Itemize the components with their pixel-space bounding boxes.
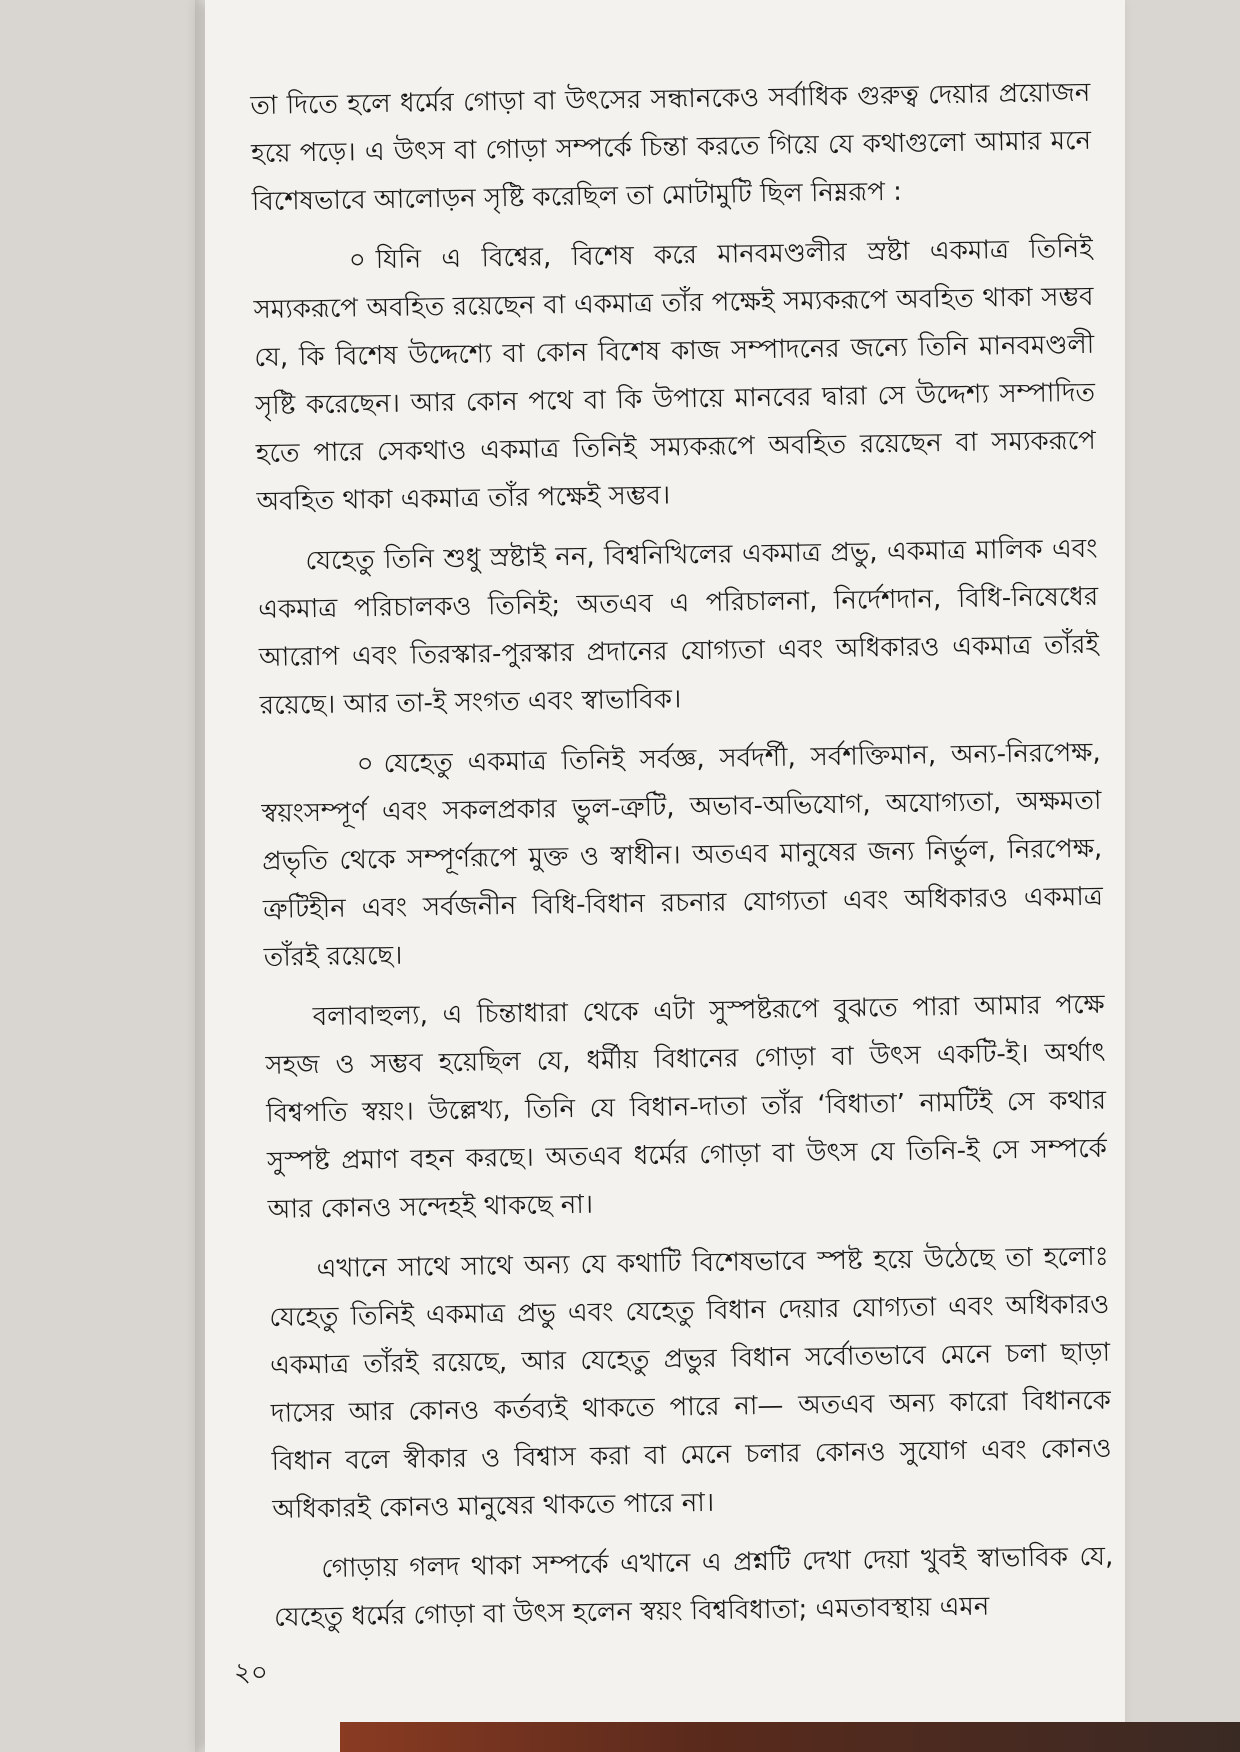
paragraph <box>252 225 1096 526</box>
bullet-circle-icon: ০ <box>356 749 374 780</box>
paragraph-text: গোড়ায় গলদ থাকা সম্পর্কে এখানে এ প্রশ্নটি দেখা দেয়া খুবই স্বাভাবিক যে, যেহেতু ধর্মের গোড়া বা উৎস হলেন স্বয়ং বিশ্ববিধাতা; এমতাবস্থায় এমন <box>273 1541 1114 1633</box>
paragraph-text: বলাবাহুল্য, এ চিন্তাধারা থেকে এটা সুস্পষ্টরূপে বুঝতে পারা আমার পক্ষে সহজ ও সম্ভব হয়েছিল যে, ধর্মীয় বিধানের গোড়া বা উৎস একটি-ই। অর্থাৎ বিশ্বপতি স্বয়ং। উল্লেখ্য, তিনি যে বিধান-দাতা তাঁর ‘বিধাতা’ নামটিই সে কথার সুস্পষ্ট প্রমাণ বহন করছে। অতএব ধর্মের গোড়া বা উৎস যে তিনি-ই সে সম্পর্কে আর কোনও সন্দেহই থাকছে না। <box>265 989 1108 1225</box>
paragraph <box>257 525 1100 730</box>
paragraph-text: যেহেতু একমাত্র তিনিই সর্বজ্ঞ, সর্বদর্শী, সর্বশক্তিমান, অন্য-নিরপেক্ষ, স্বয়ংসম্পূর্ণ এবং সকলপ্রকার ভুল-ত্রুটি, অভাব-অভিযোগ, অযোগ্যতা, অক্ষমতা প্রভৃতি থেকে সম্পূর্ণরূপে মুক্ত ও স্বাধীন। অতএব মানুষের জন্য নির্ভুল, নিরপেক্ষ, ত্রুটিহীন এবং সর্বজনীন বিধি-বিধান রচনার যোগ্যতা এবং অধিকারও একমাত্র তাঁরই রয়েছে। <box>261 737 1104 973</box>
paragraph <box>250 69 1092 226</box>
paragraph-text: যেহেতু তিনি শুধু স্রষ্টাই নন, বিশ্বনিখিলের একমাত্র প্রভু, একমাত্র মালিক এবং একমাত্র পরিচালকও তিনিই; অতএব এ পরিচালনা, নির্দেশদান, বিধি-নিষেধের আরোপ এবং তিরস্কার-পুরস্কার প্রদানের যোগ্যতা এবং অধিকারও একমাত্র তাঁরই রয়েছে। আর তা-ই সংগত এবং স্বাভাবিক। <box>258 533 1100 721</box>
page-number: ২০ <box>234 1658 268 1688</box>
paragraph-text: যিনি এ বিশ্বের, বিশেষ করে মানবমণ্ডলীর স্রষ্টা একমাত্র তিনিই সম্যকরূপে অবহিত রয়েছেন বা একমাত্র তাঁর পক্ষেই সম্যকরূপে অবহিত থাকা সম্ভব যে, কি বিশেষ উদ্দেশ্যে বা কোন বিশেষ কাজ সম্পাদনের জন্যে তিনি মানবমণ্ডলী সৃষ্টি করেছেন। আর কোন পথে বা কি উপায়ে মানবের দ্বারা সে উদ্দেশ্য সম্পাদিত হতে পারে সেকথাও একমাত্র তিনিই সম্যকরূপে অবহিত রয়েছেন বা সম্যকরূপে অবহিত থাকা একমাত্র তাঁর পক্ষেই সম্ভব। <box>253 233 1096 517</box>
paragraph <box>260 729 1104 982</box>
page-text-block <box>250 69 1115 1654</box>
paragraph <box>264 981 1108 1234</box>
paragraph <box>273 1533 1114 1642</box>
paragraph <box>268 1233 1112 1534</box>
bullet-circle-icon: ০ <box>348 245 366 276</box>
paragraph-text: তা দিতে হলে ধর্মের গোড়া বা উৎসের সন্ধানকেও সর্বাধিক গুরুত্ব দেয়ার প্রয়োজন হয়ে পড়ে। এ উৎস বা গোড়া সম্পর্কে চিন্তা করতে গিয়ে যে কথাগুলো আমার মনে বিশেষভাবে আলোড়ন সৃষ্টি করেছিল তা মোটামুটি ছিল নিম্নরূপ : <box>250 77 1092 217</box>
paragraph-text: এখানে সাথে সাথে অন্য যে কথাটি বিশেষভাবে স্পষ্ট হয়ে উঠেছে তা হলোঃ যেহেতু তিনিই একমাত্র প্রভু এবং যেহেতু বিধান দেয়ার যোগ্যতা এবং অধিকারও একমাত্র তাঁরই রয়েছে, আর যেহেতু প্রভুর বিধান সর্বোতভাবে মেনে চলা ছাড়া দাসের আর কোনও কর্তব্যই থাকতে পারে না— অতএব অন্য কারো বিধানকে বিধান বলে স্বীকার ও বিশ্বাস করা বা মেনে চলার কোনও সুযোগ এবং কোনও অধিকারই কোনও মানুষের থাকতে পারে না। <box>269 1241 1112 1525</box>
book-cover-strip <box>340 1722 1240 1752</box>
